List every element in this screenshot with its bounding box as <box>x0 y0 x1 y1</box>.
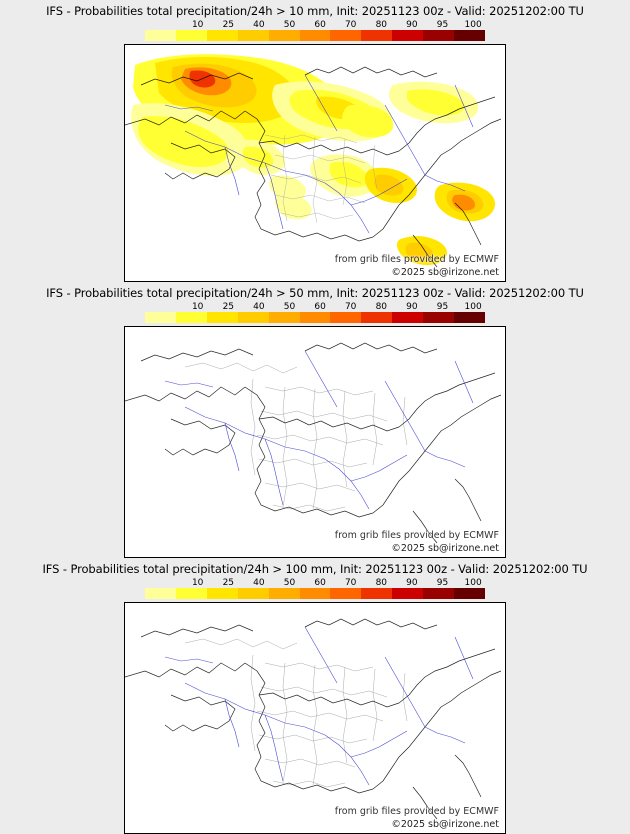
legend-tick-70: 70 <box>344 302 357 312</box>
map-graphic-10mm <box>125 45 503 279</box>
legend-ticks <box>145 20 485 30</box>
legend-tick-50: 50 <box>283 302 296 312</box>
legend-tick-90: 90 <box>406 20 418 30</box>
map-panel-10mm <box>0 0 630 282</box>
credit-ecmwf: from grib files provided by ECMWF <box>334 530 499 541</box>
legend-tick-50: 50 <box>283 578 296 588</box>
legend-tick-25: 25 <box>222 578 235 588</box>
credit-ecmwf: from grib files provided by ECMWF <box>334 806 499 817</box>
legend-ticks <box>145 302 485 312</box>
legend-tick-90: 90 <box>406 302 418 312</box>
legend-tick-10: 10 <box>191 578 204 588</box>
map-graphic-100mm <box>125 603 503 831</box>
legend-ticks <box>145 578 485 588</box>
legend-10mm <box>145 20 485 42</box>
credit-site: ©2025 sb@irizone.net <box>391 543 499 554</box>
legend-tick-95: 95 <box>436 578 449 588</box>
legend-tick-80: 80 <box>375 578 388 588</box>
legend-tick-10: 10 <box>191 20 204 30</box>
legend-50mm <box>145 302 485 324</box>
panel-title-50mm: IFS - Probabilities total precipitation/24h > 50 mm, Init: 20251123 00z - Valid: 20251202:00 TU <box>46 286 584 300</box>
legend-tick-40: 40 <box>253 20 265 30</box>
legend-tick-95: 95 <box>436 302 449 312</box>
legend-colorbar <box>145 588 485 599</box>
legend-tick-50: 50 <box>283 20 296 30</box>
legend-tick-100: 100 <box>464 302 482 312</box>
legend-tick-40: 40 <box>253 578 265 588</box>
map-canvas-10mm[interactable] <box>124 44 506 282</box>
legend-tick-10: 10 <box>191 302 204 312</box>
legend-tick-80: 80 <box>375 20 388 30</box>
map-panel-100mm <box>0 558 630 834</box>
map-panel-50mm <box>0 282 630 558</box>
legend-tick-90: 90 <box>406 578 418 588</box>
map-canvas-50mm[interactable] <box>124 326 506 558</box>
legend-tick-40: 40 <box>253 302 265 312</box>
credit-ecmwf: from grib files provided by ECMWF <box>334 254 499 265</box>
map-canvas-100mm[interactable] <box>124 602 506 834</box>
legend-tick-100: 100 <box>464 20 482 30</box>
panel-title-10mm: IFS - Probabilities total precipitation/24h > 10 mm, Init: 20251123 00z - Valid: 20251202:00 TU <box>46 4 584 18</box>
legend-tick-25: 25 <box>222 302 235 312</box>
credit-site: ©2025 sb@irizone.net <box>391 267 499 278</box>
panel-title-100mm: IFS - Probabilities total precipitation/24h > 100 mm, Init: 20251123 00z - Valid: 20251202:00 TU <box>42 562 588 576</box>
legend-colorbar <box>145 30 485 41</box>
legend-tick-25: 25 <box>222 20 235 30</box>
credit-site: ©2025 sb@irizone.net <box>391 819 499 830</box>
legend-tick-95: 95 <box>436 20 449 30</box>
legend-tick-70: 70 <box>344 578 357 588</box>
map-graphic-50mm <box>125 327 503 555</box>
legend-tick-60: 60 <box>314 578 326 588</box>
legend-tick-60: 60 <box>314 302 326 312</box>
legend-tick-100: 100 <box>464 578 482 588</box>
legend-tick-60: 60 <box>314 20 326 30</box>
legend-tick-70: 70 <box>344 20 357 30</box>
legend-colorbar <box>145 312 485 323</box>
legend-100mm <box>145 578 485 600</box>
legend-tick-80: 80 <box>375 302 388 312</box>
